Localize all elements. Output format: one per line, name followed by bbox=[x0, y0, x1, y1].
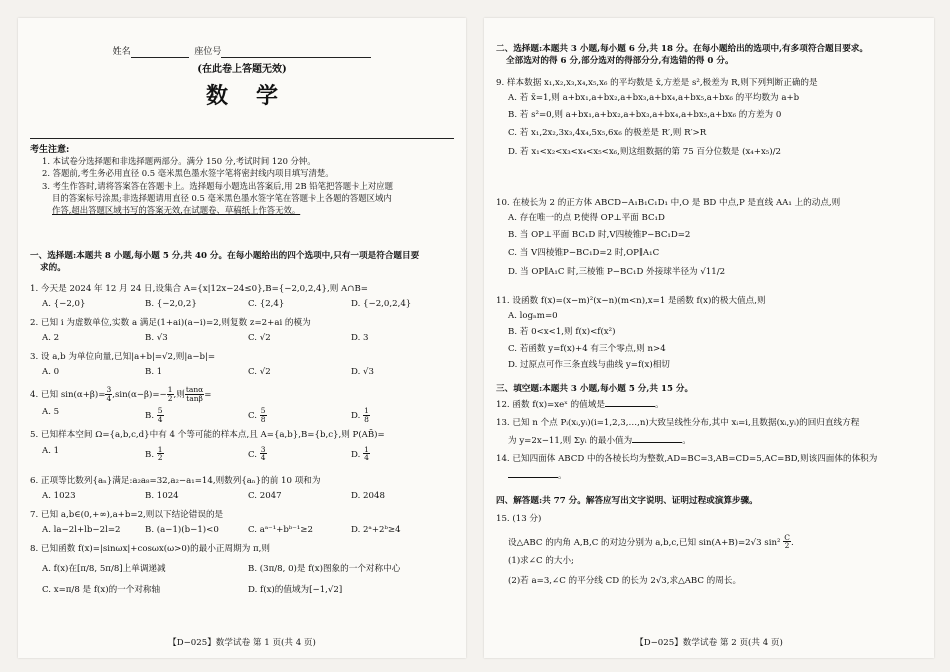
option-b: B. {−2,0,2} bbox=[145, 298, 197, 309]
option-label: B. bbox=[145, 410, 155, 421]
question-6 bbox=[30, 476, 454, 502]
question-stem: 10. 在棱长为 2 的正方体 ABCD−A₁B₁C₁D₁ 中,O 是 BD 中点,P 是直线 AA₁ 上的动点,则 bbox=[496, 198, 841, 208]
sub-question-1: (1)求∠C 的大小; bbox=[508, 556, 574, 567]
fraction bbox=[363, 407, 370, 424]
option-a: A. {−2,0} bbox=[42, 298, 86, 309]
option-a: A. logₙm=0 bbox=[508, 310, 558, 321]
option-label: D. bbox=[351, 410, 361, 421]
answer-blank bbox=[605, 406, 655, 407]
option-d: D. 3 bbox=[351, 332, 369, 343]
option-a: A. 存在唯一的点 P,使得 OP⊥平面 BC₁D bbox=[508, 212, 665, 223]
option-b: B. 1 bbox=[145, 366, 163, 377]
notice-title: 考生注意: bbox=[30, 145, 70, 155]
name-blank bbox=[131, 57, 189, 58]
invalid-warning: (在此卷上答题无效) bbox=[197, 64, 287, 75]
denominator: 8 bbox=[364, 414, 369, 424]
fraction bbox=[783, 534, 791, 551]
option-label: D. bbox=[351, 449, 361, 460]
name-seat-row bbox=[18, 46, 466, 58]
denominator: 4 bbox=[364, 453, 369, 463]
options bbox=[496, 93, 922, 159]
option-b bbox=[145, 407, 248, 424]
section-2-text-cont: 全部选对的得 6 分,部分选对的得部分分,有选错的得 0 分。 bbox=[506, 55, 734, 66]
question-stem: 14. 已知四面体 ABCD 中的各棱长均为整数,AD=BC=3,AB=CD=5,AC=BD,则该四面体的体积为 bbox=[496, 454, 878, 464]
fraction bbox=[157, 446, 164, 463]
denominator: 8 bbox=[260, 414, 266, 424]
question-stem: 2. 已知 i 为虚数单位,实数 a 满足(1+ai)(a−i)=2,则复数 z=2+ai 的模为 bbox=[30, 318, 311, 328]
stem-text: 为 y=2x−11,则 Σyᵢ 的最小值为 bbox=[508, 435, 633, 446]
denominator: 4 bbox=[157, 414, 163, 424]
option-b: B. 1024 bbox=[145, 490, 179, 501]
page-title: 数学 bbox=[205, 83, 306, 109]
fraction bbox=[157, 407, 164, 424]
seat-blank bbox=[221, 57, 371, 58]
answer-blank bbox=[632, 442, 682, 443]
option-a: A. f(x)在[π/8, 5π/8]上单调递减 bbox=[42, 563, 166, 574]
question-4 bbox=[30, 386, 454, 424]
question-9 bbox=[496, 78, 922, 159]
denominator: 2 bbox=[167, 393, 173, 403]
option-label: B. bbox=[145, 449, 155, 460]
option-b: B. (3π/8, 0)是 f(x)图象的一个对称中心 bbox=[248, 563, 401, 574]
numerator: 1 bbox=[167, 385, 173, 394]
option-c: C. √2 bbox=[248, 332, 271, 343]
q4-part: ,则 bbox=[173, 389, 185, 400]
fraction bbox=[167, 386, 174, 403]
numerator: 5 bbox=[157, 405, 163, 415]
option-a: A. 若 x̄=1,则 a+bx₁,a+bx₂,a+bx₃,a+bx₄,a+bx₅,a+bx₆ 的平均数为 a+b bbox=[508, 92, 800, 103]
option-a: A. 2 bbox=[42, 332, 60, 343]
option-d: D. 当 OP∥A₁C 时,三棱锥 P−BC₁D 外接球半径为 √11/2 bbox=[508, 267, 726, 278]
option-d: D. 过原点可作三条直线与曲线 y=f(x)相切 bbox=[508, 360, 670, 371]
question-13 bbox=[496, 418, 922, 447]
name-label: 姓名 bbox=[112, 47, 131, 57]
question-stem: 13. 已知 n 个点 Pᵢ(xᵢ,yᵢ)(i=1,2,3,…,n)大致呈线性分布,其中 xᵢ=i,且数据(xᵢ,yᵢ)的回归直线方程 bbox=[496, 418, 860, 428]
denominator: 4 bbox=[260, 453, 266, 463]
numerator: 5 bbox=[260, 405, 266, 415]
option-c: C. x=π/8 是 f(x)的一个对称轴 bbox=[42, 585, 161, 596]
page-footer: 【D−025】数学试卷 第 1 页(共 4 页) bbox=[168, 638, 316, 649]
question-stem: 8. 已知函数 f(x)=|sinωx|+cosωx(ω>0)的最小正周期为 π,则 bbox=[30, 544, 271, 554]
option-d: D. 若 x₁<x₂<x₃<x₄<x₅<x₆,则这组数据的第 75 百分位数是 (x₄+x₅)/2 bbox=[508, 147, 781, 158]
question-stem: 5. 已知样本空间 Ω={a,b,c,d}中有 4 个等可能的样本点,且 A={a,b},B={b,c},则 P(AB̄)= bbox=[30, 430, 385, 440]
numerator: 3 bbox=[260, 444, 266, 454]
section-1-text: 一、选择题:本题共 8 小题,每小题 5 分,共 40 分。在每小题给出的四个选项中,只有一项是符合题目要 bbox=[30, 251, 420, 261]
option-a: A. 1 bbox=[42, 445, 60, 456]
options bbox=[496, 311, 922, 372]
question-1 bbox=[30, 284, 454, 310]
option-d: D. 2048 bbox=[351, 490, 385, 501]
option-d: D. √3 bbox=[351, 366, 374, 377]
q4-part: 4. 已知 sin(α+β)= bbox=[30, 389, 106, 400]
page-1 bbox=[18, 18, 466, 658]
question-stem: 9. 样本数据 x₁,x₂,x₃,x₄,x₅,x₆ 的平均数是 x̄,方差是 s²,极差为 R,则下列判断正确的是 bbox=[496, 78, 818, 88]
option-b: B. 当 OP⊥平面 BC₁D 时,V四棱锥P−BC₁D=2 bbox=[508, 230, 691, 241]
numerator: tanα bbox=[185, 385, 204, 394]
notice-list bbox=[42, 156, 450, 218]
option-a: A. 0 bbox=[42, 366, 60, 377]
section-4-heading: 四、解答题:共 77 分。解答应写出文字说明、证明过程或演算步骤。 bbox=[496, 496, 758, 506]
fraction bbox=[260, 407, 267, 424]
q4-part: ,sin(α−β)=− bbox=[112, 389, 167, 400]
question-12: 12. 函数 f(x)=xeˣ 的值域是 。 bbox=[496, 400, 664, 410]
numerator: 1 bbox=[157, 444, 163, 454]
question-8 bbox=[30, 544, 454, 597]
question-stem bbox=[30, 386, 454, 403]
fraction bbox=[185, 386, 204, 403]
options bbox=[30, 299, 454, 311]
options bbox=[496, 213, 922, 279]
question-number: 15. (13 分) bbox=[496, 514, 542, 524]
sub-question-2: (2)若 a=3,∠C 的平分线 CD 的长为 2√3,求△ABC 的周长。 bbox=[508, 575, 742, 586]
question-7 bbox=[30, 510, 454, 536]
numerator: 1 bbox=[364, 444, 369, 454]
options bbox=[30, 525, 454, 537]
page-2 bbox=[484, 18, 934, 658]
option-b: B. (a−1)(b−1)<0 bbox=[145, 524, 219, 535]
option-c: C. {2,4} bbox=[248, 298, 285, 309]
options-row-2 bbox=[30, 585, 454, 597]
denominator: 4 bbox=[106, 393, 112, 403]
question-11 bbox=[496, 296, 922, 372]
option-b: B. 若 s²=0,则 a+bx₁,a+bx₂,a+bx₃,a+bx₄,a+bx₅,a+bx₆ 的方差为 0 bbox=[508, 110, 782, 121]
denominator: 2 bbox=[157, 453, 163, 463]
option-c bbox=[248, 446, 351, 463]
question-stem: 7. 已知 a,b∈(0,+∞),a+b=2,则以下结论错误的是 bbox=[30, 510, 224, 520]
option-b: B. 若 0<x<1,则 f(x)<f(x²) bbox=[508, 327, 616, 338]
options bbox=[30, 407, 454, 424]
answer-blank bbox=[508, 477, 558, 478]
option-c: C. 若函数 y=f(x)+4 有三个零点,则 n>4 bbox=[508, 343, 666, 354]
question-stem: 1. 今天是 2024 年 12 月 24 日,设集合 A={x|12x−24≤0},B={−2,0,2,4},则 A∩B= bbox=[30, 284, 368, 294]
question-14 bbox=[496, 454, 922, 482]
question-10 bbox=[496, 198, 922, 279]
notice-item: 3. 考生作答时,请将答案答在答题卡上。选择题每小题选出答案后,用 2B 铅笔把答题卡上对应题 bbox=[42, 180, 394, 191]
question-stem-cont: 为 y=2x−11,则 Σyᵢ 的最小值为 。 bbox=[508, 435, 691, 446]
question-3 bbox=[30, 352, 454, 378]
page-footer: 【D−025】数学试卷 第 2 页(共 4 页) bbox=[635, 638, 783, 649]
question-15 bbox=[496, 514, 922, 588]
notice-item: 1. 本试卷分选择题和非选择题两部分。满分 150 分,考试时间 120 分钟。 bbox=[42, 156, 316, 166]
question-stem: 6. 正项等比数列{aₙ}满足:a₂a₈=32,a₂−a₁=14,则数列{aₙ}的前 10 项和为 bbox=[30, 476, 321, 486]
question-5 bbox=[30, 430, 454, 462]
denominator: 2 bbox=[784, 541, 790, 551]
option-label: C. bbox=[248, 449, 258, 460]
question-stem: 12. 函数 f(x)=xeˣ 的值域是 bbox=[496, 400, 605, 410]
notice-item: 2. 答题前,考生务必用直径 0.5 毫米黑色墨水签字笔将密封线内项目填写清楚。 bbox=[42, 168, 334, 179]
option-d: D. {−2,0,2,4} bbox=[351, 298, 412, 309]
notice-item: 目的答案标号涂黑;非选择题请用直径 0.5 毫米黑色墨水签字笔在答题卡上各题的答题区域内 bbox=[52, 193, 392, 204]
option-c: C. 2047 bbox=[248, 490, 282, 501]
denominator: tanβ bbox=[186, 393, 203, 403]
option-d bbox=[351, 446, 454, 463]
section-2-heading bbox=[496, 44, 922, 67]
numerator: 1 bbox=[364, 405, 369, 415]
options bbox=[30, 333, 454, 345]
options bbox=[30, 367, 454, 379]
section-2-text: 二、选择题:本题共 3 小题,每小题 6 分,共 18 分。在每小题给出的选项中,有多项符合题目要求。 bbox=[496, 44, 868, 54]
option-a: A. 5 bbox=[42, 406, 60, 417]
stem-text: 设△ABC 的内角 A,B,C 的对边分别为 a,b,c,已知 sin(A+B)=2√3 sin² bbox=[508, 537, 781, 548]
option-b: B. √3 bbox=[145, 332, 168, 343]
option-a: A. 1023 bbox=[42, 490, 76, 501]
notice-item: 作答,超出答题区域书写的答案无效,在试题卷、草稿纸上作答无效。 bbox=[52, 205, 301, 216]
option-c: C. 若 x₁,2x₂,3x₃,4x₄,5x₅,6x₆ 的极差是 R′,则 R′>R bbox=[508, 127, 707, 138]
option-c bbox=[248, 407, 351, 424]
question-stem: 设△ABC 的内角 A,B,C 的对边分别为 a,b,c,已知 sin(A+B)=2√3 sin² $\frac{C}{2}$ . bbox=[508, 532, 794, 551]
options bbox=[30, 446, 454, 463]
numerator: C bbox=[784, 532, 790, 542]
options bbox=[30, 491, 454, 503]
option-c: C. √2 bbox=[248, 366, 271, 377]
numerator: 3 bbox=[106, 385, 112, 394]
options-row-1 bbox=[30, 564, 454, 576]
section-1-text-cont: 求的。 bbox=[40, 262, 66, 273]
seat-label: 座位号 bbox=[194, 47, 222, 57]
option-a: A. la−2l+lb−2l=2 bbox=[42, 524, 121, 535]
fraction bbox=[260, 446, 267, 463]
question-2 bbox=[30, 318, 454, 344]
question-stem: 11. 设函数 f(x)=(x−m)²(x−n)(m<n),x=1 是函数 f(x)的极大值点,则 bbox=[496, 296, 766, 306]
option-d bbox=[351, 407, 454, 424]
option-d: D. f(x)的值域为[−1,√2] bbox=[248, 585, 343, 596]
q4-part: = bbox=[204, 389, 212, 400]
question-stem: 3. 设 a,b 为单位向量,已知|a+b|=√2,则|a−b|= bbox=[30, 352, 216, 362]
answer-line: 。 bbox=[496, 471, 922, 483]
option-b bbox=[145, 446, 248, 463]
fraction bbox=[363, 446, 370, 463]
section-3-heading: 三、填空题:本题共 3 小题,每小题 5 分,共 15 分。 bbox=[496, 384, 694, 394]
divider bbox=[30, 138, 454, 139]
option-c: C. 当 V四棱锥P−BC₁D=2 时,OP∥A₁C bbox=[508, 247, 660, 258]
option-d: D. 2ᵃ+2ᵇ≥4 bbox=[351, 524, 401, 535]
option-c: C. aᵃ⁻¹+bᵇ⁻¹≥2 bbox=[248, 524, 313, 535]
option-label: C. bbox=[248, 410, 258, 421]
section-1-heading bbox=[30, 251, 454, 274]
